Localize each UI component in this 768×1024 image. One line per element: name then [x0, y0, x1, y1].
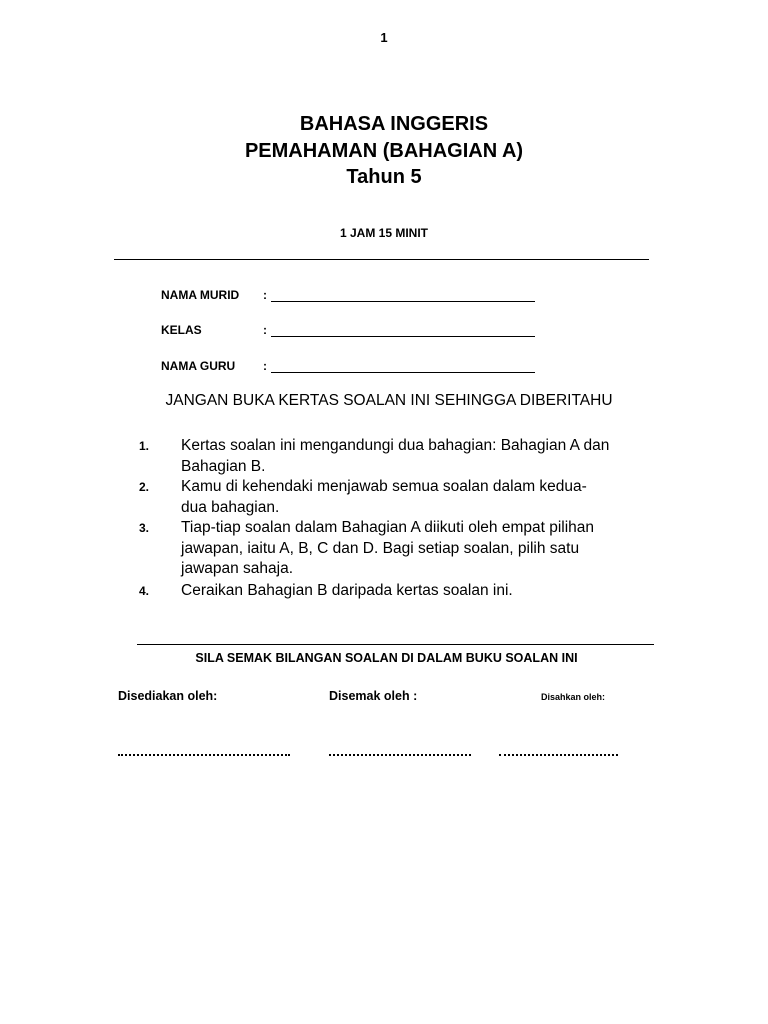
checked-by-signature-line[interactable] [329, 754, 471, 756]
instruction-text: Ceraikan Bahagian B daripada kertas soalan ini. [181, 582, 513, 599]
class-label: KELAS [161, 323, 202, 337]
teacher-name-field[interactable] [271, 372, 535, 373]
instruction-number: 3. [139, 521, 150, 535]
instruction-number: 2. [139, 480, 150, 494]
instruction-text: Tiap-tiap soalan dalam Bahagian A diikuti oleh empat pilihan jawapan, iaitu A, B, C dan D. Bagi setiap soalan, pilih satu jawapan sahaja. [181, 519, 595, 577]
student-name-field[interactable] [271, 301, 535, 302]
instruction-text: Kertas soalan ini mengandungi dua bahagian: Bahagian A dan Bahagian B. [181, 437, 610, 475]
student-name-label: NAMA MURID [161, 288, 240, 302]
page-number: 1 [380, 30, 388, 45]
class-field[interactable] [271, 336, 535, 337]
subject-title: BAHASA INGGERIS [299, 113, 489, 135]
teacher-name-colon: : [263, 359, 267, 373]
do-not-open-warning: JANGAN BUKA KERTAS SOALAN INI SEHINGGA DIBERITAHU [165, 392, 613, 409]
instruction-number: 1. [139, 439, 150, 453]
paper-title: PEMAHAMAN (BAHAGIAN A) [244, 140, 524, 162]
prepared-by-signature-line[interactable] [118, 754, 290, 756]
checked-by-label: Disemak oleh : [329, 689, 418, 703]
exam-duration: 1 JAM 15 MINIT [339, 226, 429, 240]
student-name-colon: : [263, 288, 267, 302]
teacher-name-label: NAMA GURU [161, 359, 236, 373]
footer-divider [137, 644, 654, 645]
header-divider [114, 259, 649, 260]
instruction-number: 4. [139, 584, 150, 598]
instruction-text: Kamu di kehendaki menjawab semua soalan dalam kedua-dua bahagian. [181, 478, 587, 516]
year-title: Tahun 5 [346, 166, 422, 188]
approved-by-label: Disahkan oleh: [541, 692, 606, 702]
check-questions-note: SILA SEMAK BILANGAN SOALAN DI DALAM BUKU SOALAN INI [195, 651, 578, 665]
approved-by-signature-line[interactable] [499, 754, 618, 756]
prepared-by-label: Disediakan oleh: [118, 689, 218, 703]
class-colon: : [263, 323, 267, 337]
